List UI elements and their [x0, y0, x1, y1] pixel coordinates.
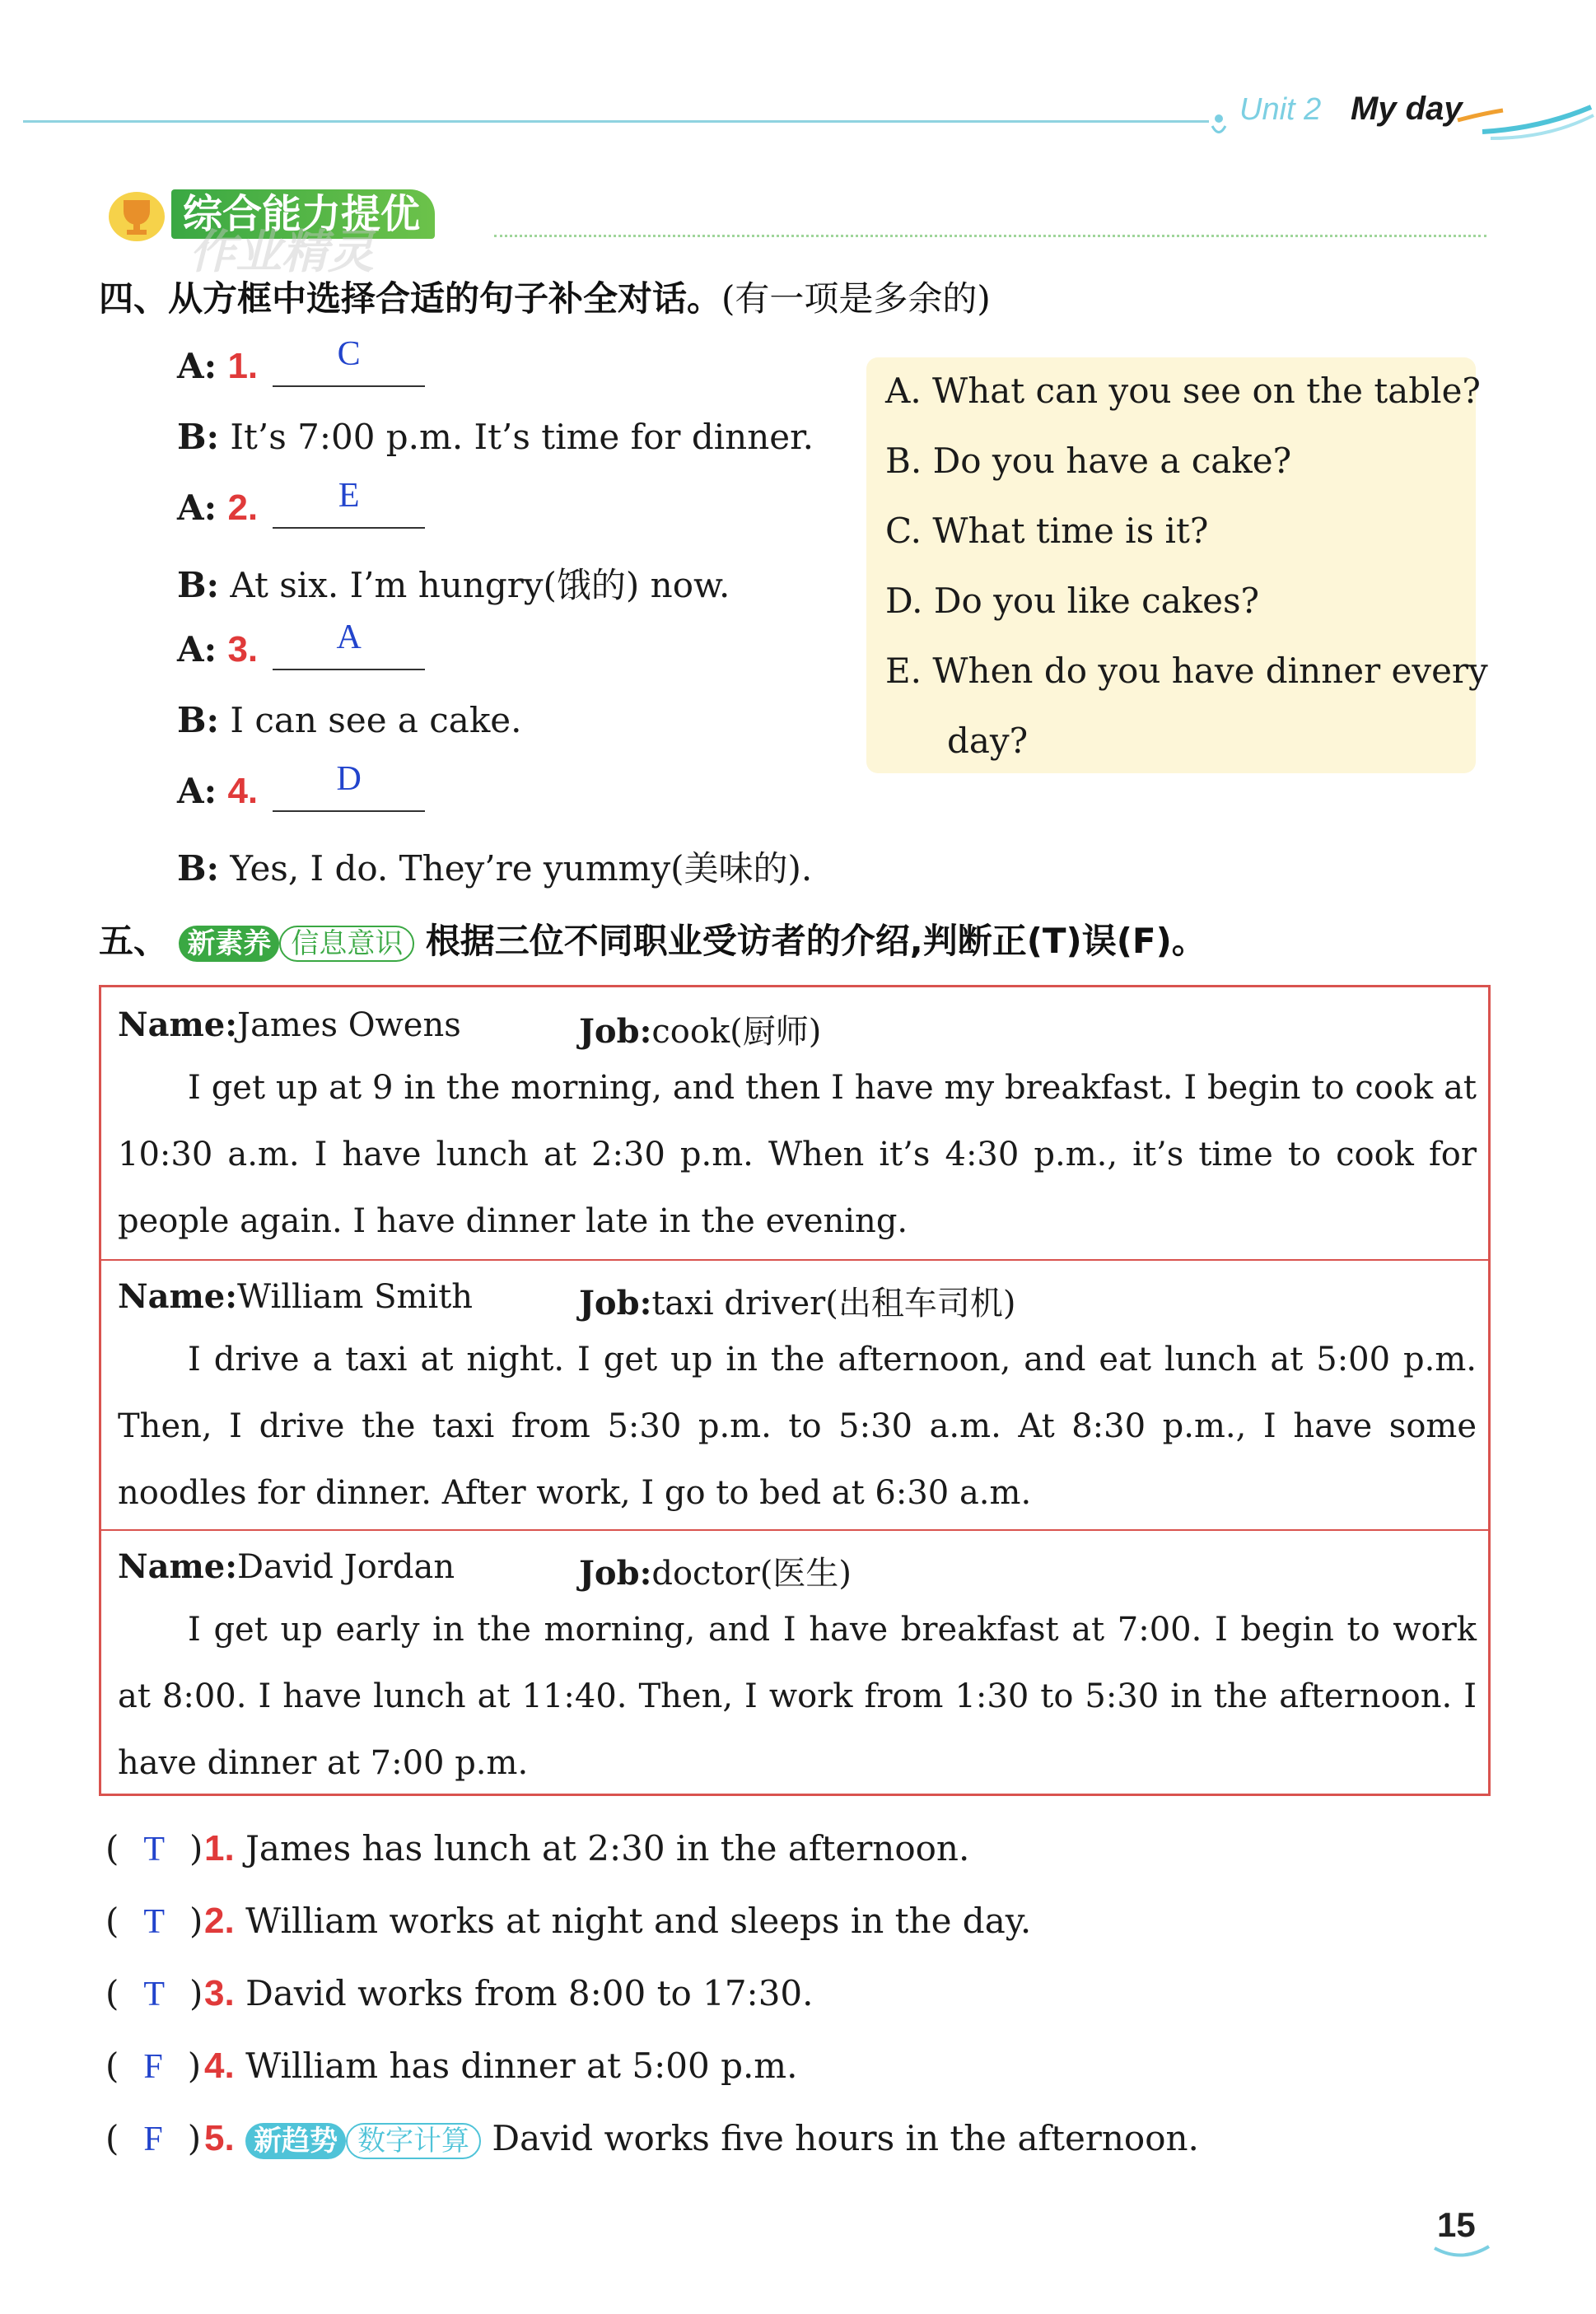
passage-job: [579, 1277, 1015, 1324]
name-label: Name:: [118, 1547, 238, 1586]
answer-paren[interactable]: ( T ): [105, 1828, 203, 1868]
page-number: 15: [1437, 2205, 1476, 2244]
passage-william: [101, 1259, 1488, 1529]
judgment-text: William works at night and sleeps in the day.: [245, 1901, 1032, 1941]
judgment-text: William has dinner at 5:00 p.m.: [245, 2046, 798, 2086]
dialogue-line-1: [177, 335, 425, 387]
section5-prefix: 五、: [99, 921, 169, 961]
question-number: 4.: [204, 2046, 235, 2086]
passage-body: I drive a taxi at night. I get up in the afternoon, and eat lunch at 5:00 p.m. Then, I drive the taxi from 5:30 p.m. to 5:30 a.m. At 8:30 p.m., I have some noodles for dinner. After work, I go to bed at 6:30 a.m.: [118, 1341, 1477, 1512]
dialogue-line-8: [177, 842, 812, 891]
question-number: 3.: [227, 629, 259, 669]
dialogue-text: It’s 7:00 p.m. It’s time for dinner.: [230, 417, 814, 457]
banner-dotted-rule: [494, 235, 1486, 237]
answer-value: D: [336, 760, 362, 798]
option-c: C. What time is it?: [885, 511, 1209, 551]
speaker: B:: [177, 417, 220, 457]
name-label: Name:: [118, 1277, 238, 1316]
judgment-1: [105, 1828, 969, 1869]
section5-instruction: [99, 914, 1206, 963]
tag-new-literacy: 新素养: [179, 926, 279, 962]
option-b: B. Do you have a cake?: [885, 441, 1292, 481]
question-number: 5.: [204, 2118, 235, 2158]
section4-instruction-text: 四、从方框中选择合适的句子补全对话。: [99, 278, 722, 319]
unit-title: My day: [1351, 91, 1463, 127]
speaker: A:: [177, 771, 217, 811]
answer-paren[interactable]: ( F ): [105, 2118, 202, 2158]
options-box: [866, 357, 1476, 773]
section4-instruction: [99, 272, 991, 321]
job-value: taxi driver(出租车司机): [651, 1285, 1016, 1323]
tag-calculation: 数字计算: [346, 2123, 481, 2159]
judgment-text: David works five hours in the afternoon.: [492, 2118, 1199, 2158]
answer-blank[interactable]: [273, 335, 425, 387]
judgment-5: [105, 2118, 1199, 2159]
judgment-answer: F: [143, 2120, 163, 2158]
section5-instruction-text: 根据三位不同职业受访者的介绍,判断正(T)误(F)。: [425, 921, 1206, 961]
job-label: Job:: [579, 1554, 652, 1593]
section-banner: 综合能力提优: [171, 189, 435, 239]
speaker: B:: [177, 848, 220, 889]
passage-job: [579, 1547, 852, 1594]
tag-information: 信息意识: [279, 926, 414, 962]
judgment-answer: T: [143, 1976, 166, 2013]
section4-instruction-note: (有一项是多余的): [721, 278, 991, 319]
option-e-continued: day?: [947, 721, 1029, 761]
speaker: A:: [177, 346, 217, 386]
job-value: cook(厨师): [651, 1013, 822, 1051]
name-value: David Jordan: [237, 1548, 455, 1586]
name-value: William Smith: [237, 1278, 474, 1316]
speaker: B:: [177, 700, 220, 740]
dialogue-line-6: [177, 700, 522, 740]
judgment-answer: F: [143, 2048, 163, 2086]
dialogue-text: I can see a cake.: [230, 700, 522, 740]
job-value: doctor(医生): [651, 1555, 852, 1593]
answer-paren[interactable]: ( F ): [105, 2046, 202, 2086]
passage-name: [118, 1277, 473, 1316]
answer-paren[interactable]: ( T ): [105, 1973, 203, 2013]
name-label: Name:: [118, 1005, 238, 1044]
option-e: E. When do you have dinner every: [885, 651, 1488, 691]
dialogue-line-7: [177, 760, 425, 812]
passage-james: [101, 987, 1488, 1259]
watermark-text: 作业精灵: [189, 226, 374, 279]
passage-name: [118, 1547, 455, 1586]
tag-new-trend: 新趋势: [245, 2123, 346, 2159]
dialogue-text: At six. I’m hungry(饿的) now.: [230, 565, 730, 605]
passage-job: [579, 1005, 821, 1052]
judgment-4: [105, 2046, 797, 2087]
answer-blank[interactable]: [273, 618, 425, 670]
judgment-3: [105, 1973, 814, 2014]
answer-blank[interactable]: [273, 760, 425, 812]
judgment-answer: T: [143, 1903, 166, 1941]
trophy-icon: [105, 185, 171, 243]
passage-body: I get up early in the morning, and I have breakfast at 7:00. I begin to work at 8:00. I have lunch at 11:40. Then, I work from 1:30 to 5:30 in the afternoon. I have dinner at 7:00 p.m.: [118, 1611, 1477, 1782]
page-swoosh-icon: [1433, 2242, 1491, 2260]
unit-label: Unit 2: [1239, 92, 1322, 127]
job-label: Job:: [579, 1284, 652, 1323]
dialogue-line-3: [177, 477, 425, 529]
question-number: 2.: [227, 488, 259, 528]
question-number: 3.: [204, 1973, 235, 2013]
answer-paren[interactable]: ( T ): [105, 1901, 203, 1941]
dialogue-text: Yes, I do. They’re yummy(美味的).: [230, 848, 813, 889]
judgment-2: [105, 1901, 1031, 1942]
passage-text: [118, 1327, 1477, 1527]
dialogue-line-5: [177, 618, 425, 670]
passages-table: [99, 985, 1491, 1796]
answer-blank[interactable]: [273, 477, 425, 529]
answer-value: C: [337, 335, 361, 373]
answer-value: A: [336, 618, 362, 656]
name-value: James Owens: [237, 1006, 461, 1044]
speaker: B:: [177, 565, 220, 605]
speaker: A:: [177, 488, 217, 528]
dialogue-line-2: [177, 417, 814, 457]
passage-text: [118, 1597, 1477, 1797]
question-number: 1.: [204, 1828, 235, 1868]
question-number: 1.: [227, 346, 259, 386]
judgment-answer: T: [143, 1831, 166, 1868]
passage-name: [118, 1005, 461, 1044]
answer-value: E: [338, 477, 360, 515]
passage-body: I get up at 9 in the morning, and then I have my breakfast. I begin to cook at 10:30 a.m. I have lunch at 2:30 p.m. When it’s 4:30 p.m., it’s time to cook for people again. I have dinner late in the evening.: [118, 1069, 1477, 1240]
question-number: 2.: [204, 1901, 235, 1941]
dialogue-line-4: [177, 558, 730, 608]
passage-text: [118, 1055, 1477, 1255]
question-number: 4.: [227, 771, 259, 811]
passage-david: [101, 1529, 1488, 1795]
job-label: Job:: [579, 1012, 652, 1051]
option-a: A. What can you see on the table?: [885, 371, 1481, 411]
judgment-text: James has lunch at 2:30 in the afternoon.: [245, 1828, 970, 1868]
judgment-text: David works from 8:00 to 17:30.: [245, 1973, 814, 2013]
option-d: D. Do you like cakes?: [885, 581, 1260, 621]
header-rule: [23, 120, 1209, 123]
speaker: A:: [177, 629, 217, 669]
